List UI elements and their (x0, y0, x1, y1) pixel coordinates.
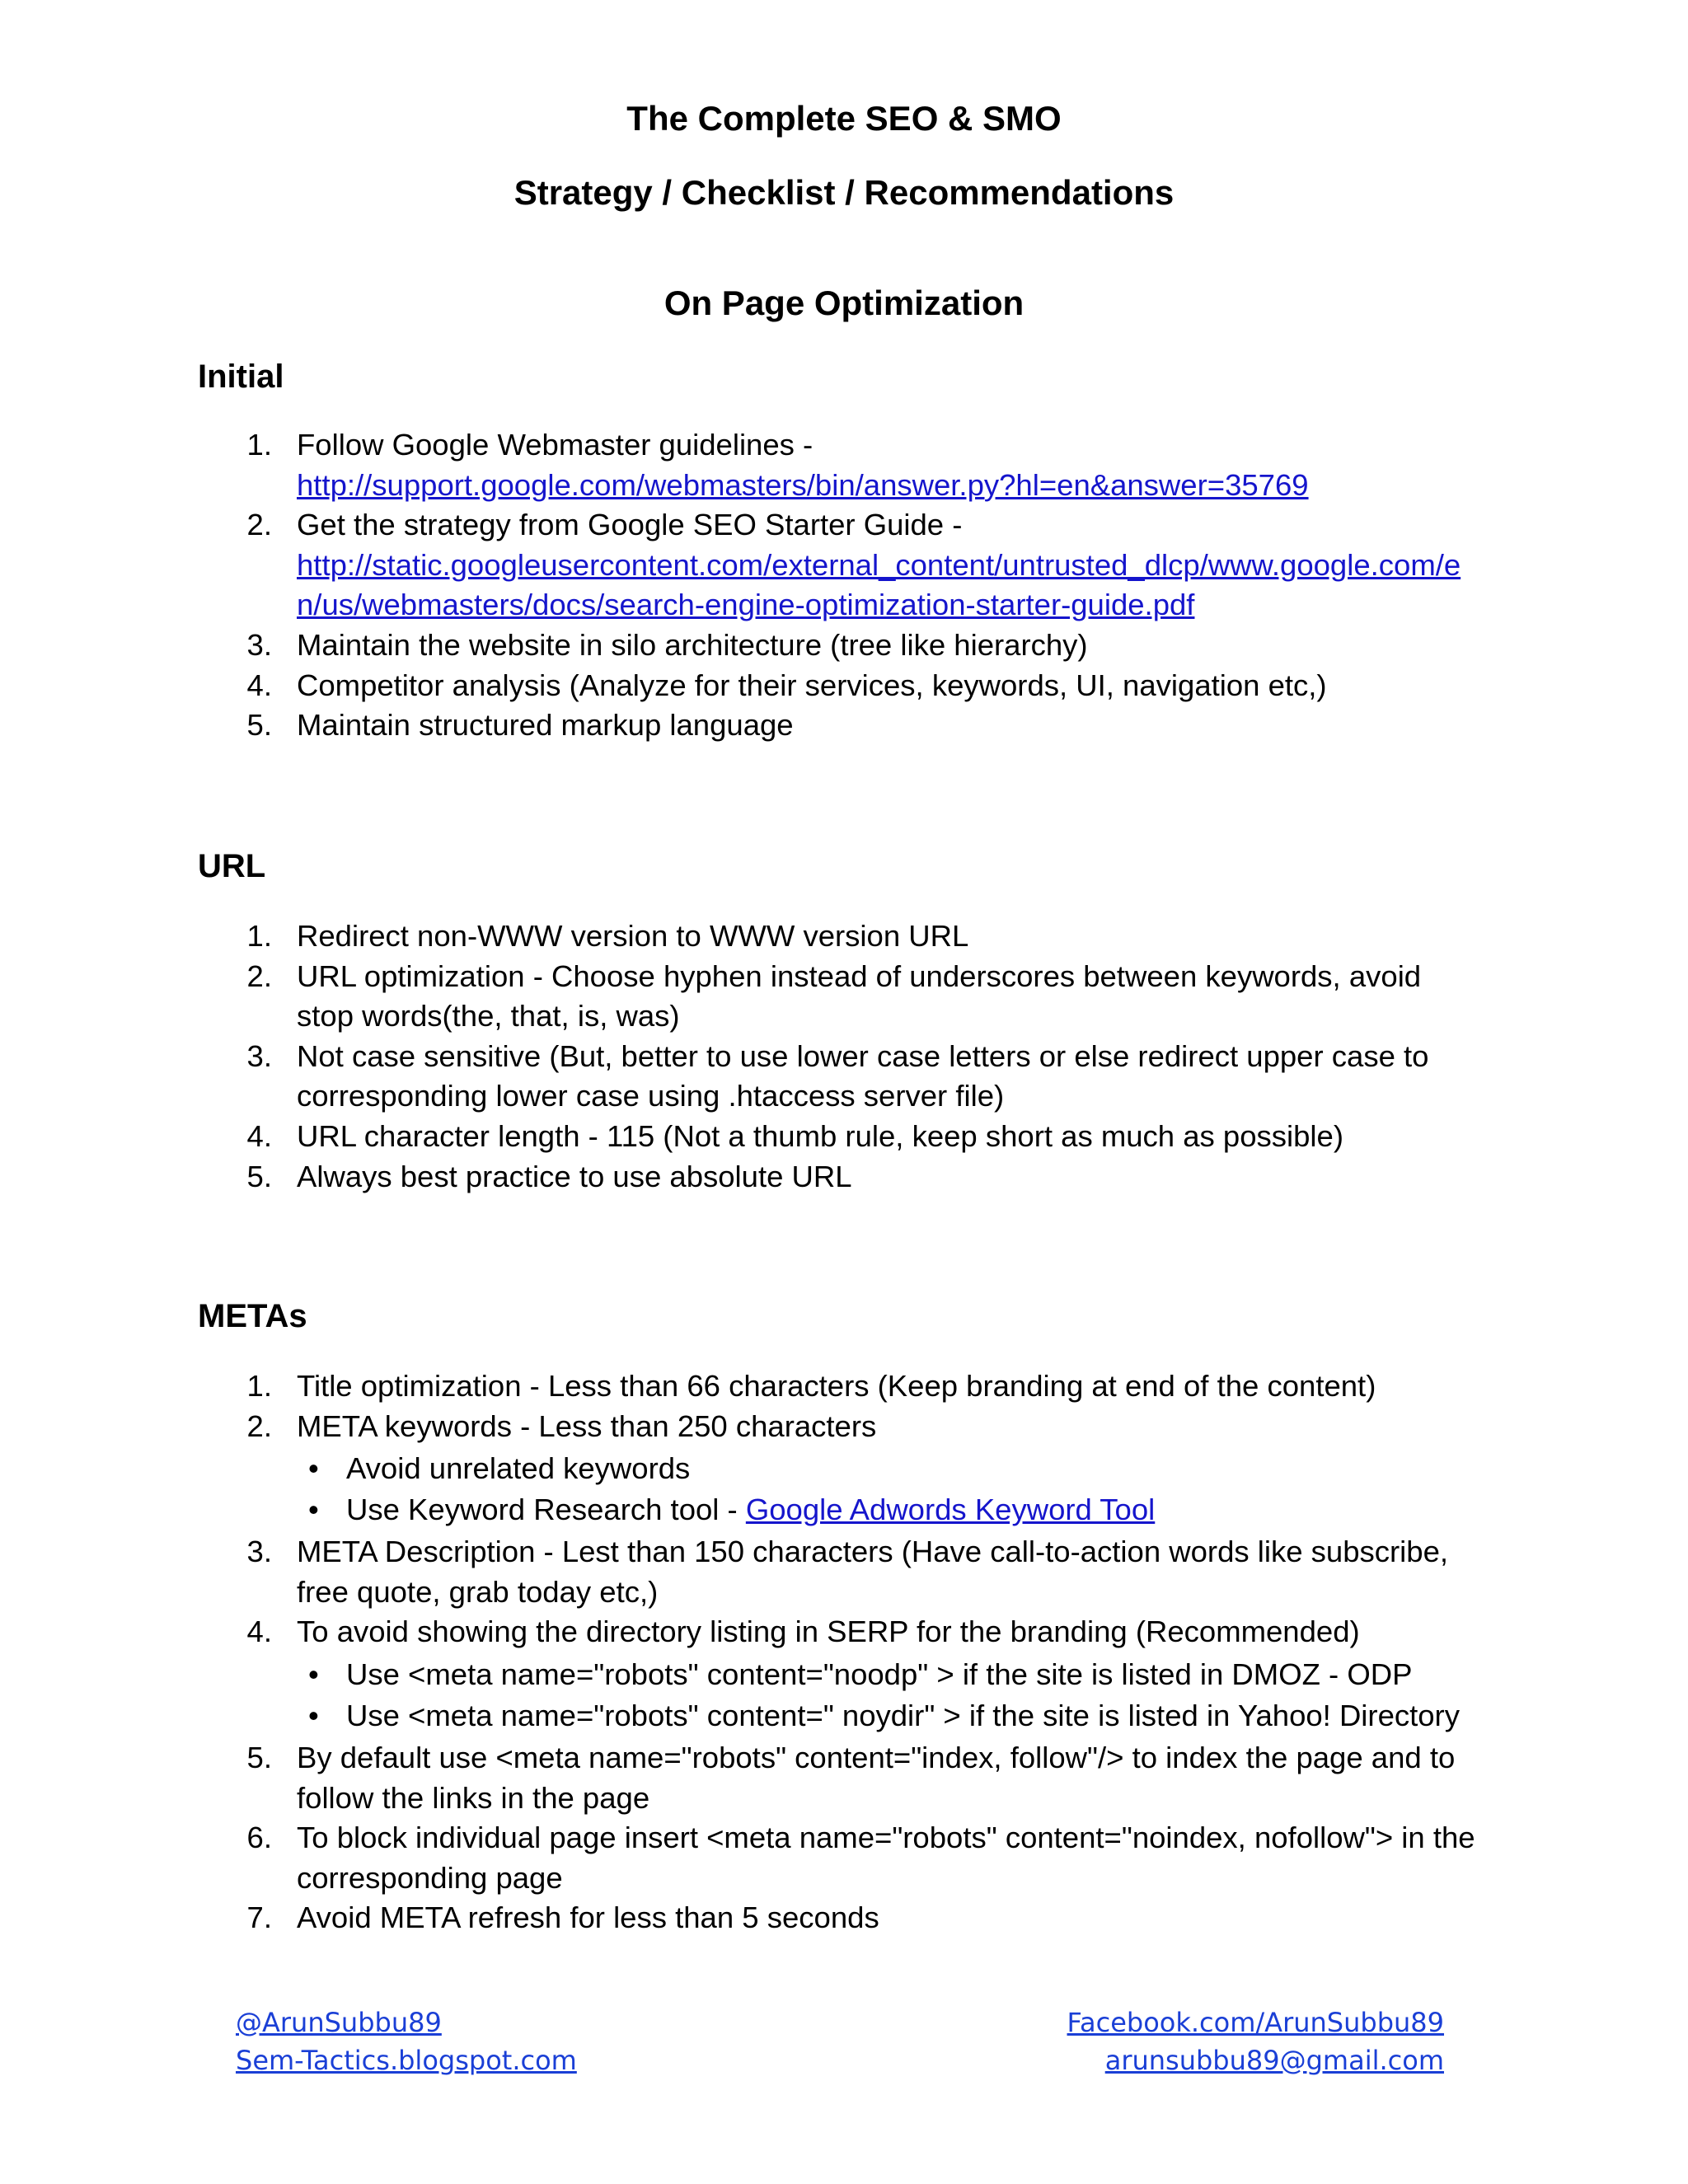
item-text: Redirect non-WWW version to WWW version URL (297, 919, 969, 953)
list-item (198, 1532, 1484, 1612)
list-item (198, 1818, 1484, 1898)
adwords-keyword-tool-link[interactable]: Google Adwords Keyword Tool (745, 1493, 1156, 1527)
starter-guide-link-line1: http://static.googleusercontent.com/external_content/untrusted_dlcp/www.google.com/e (297, 547, 1461, 582)
item-text: URL character length - 115 (Not a thumb rule, keep short as much as possible) (297, 1118, 1343, 1153)
heading-url: URL (198, 848, 266, 884)
item-text: Maintain structured markup language (297, 708, 794, 743)
list-item (198, 1117, 1484, 1157)
footer-facebook-link[interactable]: Facebook.com/ArunSubbu89 (1067, 2007, 1444, 2038)
section-title: On Page Optimization (663, 284, 1025, 322)
list-item (198, 425, 1484, 505)
sublist-item-text: Use Keyword Research tool - (346, 1493, 746, 1527)
sublist-item-text: Use <meta name="robots" content=" noydir" > if the site is listed in Yahoo! Directory (346, 1698, 1460, 1732)
list-item (198, 1037, 1484, 1117)
list-item (198, 626, 1484, 666)
list-item (198, 1738, 1484, 1818)
item-number: 3. (246, 1038, 272, 1073)
list-item (198, 1612, 1484, 1736)
item-number: 2. (246, 508, 272, 542)
item-number: 3. (246, 1535, 272, 1569)
item-text: To block individual page insert <meta name="robots" content="noindex, nofollow"> in the corresponding page (297, 1821, 1475, 1895)
starter-guide-link[interactable] (297, 548, 1461, 622)
item-number: 4. (246, 1615, 272, 1649)
item-text: Follow Google Webmaster guidelines - (297, 428, 814, 462)
footer-blog-link[interactable]: Sem-Tactics.blogspot.com (236, 2045, 577, 2076)
item-text: META keywords - Less than 250 characters (297, 1408, 877, 1443)
bullet-icon: • (308, 1698, 319, 1732)
item-number: 5. (246, 1740, 272, 1774)
item-number: 2. (246, 1408, 272, 1443)
item-number: 7. (246, 1900, 272, 1935)
sublist-item (297, 1448, 1484, 1489)
item-text: Not case sensitive (But, better to use lower case letters or else redirect upper case to corresponding lower case using .htaccess server file) (297, 1038, 1429, 1113)
bullet-icon: • (308, 1451, 319, 1486)
item-text: To avoid showing the directory listing in SERP for the branding (Recommended) (297, 1615, 1360, 1649)
directory-listing-sublist (297, 1654, 1484, 1736)
sublist-item-text: Avoid unrelated keywords (346, 1451, 691, 1486)
item-text: Maintain the website in silo architecture (tree like hierarchy) (297, 627, 1088, 662)
bullet-icon: • (308, 1657, 319, 1691)
list-item (198, 1898, 1484, 1938)
item-number: 1. (246, 1369, 272, 1403)
item-text: Avoid META refresh for less than 5 seconds (297, 1900, 879, 1935)
footer-twitter-link[interactable]: @ArunSubbu89 (236, 2007, 442, 2038)
heading-metas: METAs (198, 1298, 307, 1334)
sublist-item (297, 1695, 1484, 1736)
item-text: Always best practice to use absolute URL (297, 1159, 852, 1193)
starter-guide-link-line2: n/us/webmasters/docs/search-engine-optimization-starter-guide.pdf (297, 588, 1195, 622)
item-number: 4. (246, 1118, 272, 1153)
meta-keywords-sublist (297, 1448, 1484, 1530)
metas-list (198, 1366, 1484, 1938)
webmaster-guidelines-link[interactable]: http://support.google.com/webmasters/bin/answer.py?hl=en&answer=35769 (297, 467, 1309, 502)
list-item (198, 1366, 1484, 1407)
initial-list (198, 425, 1484, 746)
document-subtitle: Strategy / Checklist / Recommendations (513, 173, 1175, 212)
item-number: 2. (246, 958, 272, 993)
bullet-icon: • (308, 1493, 319, 1527)
item-text: Competitor analysis (Analyze for their services, keywords, UI, navigation etc,) (297, 668, 1327, 702)
url-list (198, 916, 1484, 1197)
item-text: URL optimization - Choose hyphen instead of underscores between keywords, avoid stop words(the, that, is, was) (297, 958, 1422, 1033)
item-text: By default use <meta name="robots" content="index, follow"/> to index the page and to follow the links in the page (297, 1740, 1456, 1815)
item-text: Get the strategy from Google SEO Starter Guide - (297, 508, 963, 542)
item-number: 5. (246, 1159, 272, 1193)
item-text: Title optimization - Less than 66 characters (Keep branding at end of the content) (297, 1369, 1376, 1403)
item-number: 6. (246, 1821, 272, 1855)
item-number: 1. (246, 919, 272, 953)
item-number: 5. (246, 708, 272, 743)
list-item (198, 505, 1484, 626)
heading-initial: Initial (198, 359, 284, 395)
item-number: 4. (246, 668, 272, 702)
sublist-item (297, 1489, 1484, 1530)
list-item (198, 705, 1484, 746)
item-number: 1. (246, 428, 272, 462)
document-title: The Complete SEO & SMO (626, 99, 1062, 138)
list-item (198, 957, 1484, 1037)
list-item (198, 666, 1484, 706)
sublist-item (297, 1654, 1484, 1695)
list-item (198, 1157, 1484, 1197)
item-number: 3. (246, 627, 272, 662)
footer-email-link[interactable]: arunsubbu89@gmail.com (1104, 2045, 1444, 2076)
item-text: META Description - Lest than 150 characters (Have call-to-action words like subscribe, free quote, grab today etc,) (297, 1535, 1449, 1609)
list-item (198, 1407, 1484, 1531)
sublist-item-text: Use <meta name="robots" content="noodp" > if the site is listed in DMOZ - ODP (346, 1657, 1413, 1691)
list-item (198, 916, 1484, 957)
